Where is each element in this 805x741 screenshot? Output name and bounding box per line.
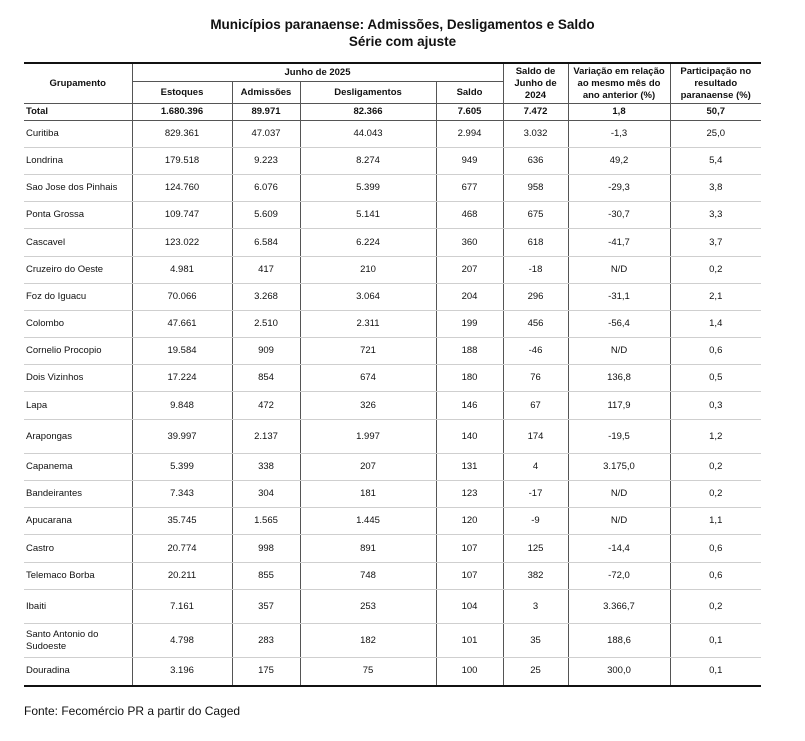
table-row: [24, 257, 761, 284]
row-variacao: 3.366,7: [568, 590, 670, 624]
row-saldo: 140: [436, 420, 503, 454]
row-variacao: N/D: [568, 257, 670, 284]
row-municipio: Cornelio Procopio: [24, 338, 132, 365]
total-admissoes: 89.971: [232, 104, 300, 121]
row-desligamentos: 207: [300, 454, 436, 481]
table-row: [24, 284, 761, 311]
row-estoques: 5.399: [132, 454, 232, 481]
row-participacao: 1,4: [670, 311, 761, 338]
row-estoques: 9.848: [132, 392, 232, 420]
row-admissoes: 998: [232, 535, 300, 563]
row-participacao: 3,8: [670, 175, 761, 202]
total-estoques: 1.680.396: [132, 104, 232, 121]
col-header-saldo-2024-line-2: Junho de: [514, 77, 557, 89]
source-note: Fonte: Fecomércio PR a partir do Caged: [24, 704, 241, 718]
total-participacao: 50,7: [670, 104, 761, 121]
table-row: [24, 392, 761, 420]
table-row: [24, 311, 761, 338]
row-participacao: 0,6: [670, 338, 761, 365]
col-header-admissoes: Admissões: [232, 82, 300, 104]
table-row: [24, 148, 761, 175]
row-saldo-2024: -46: [503, 338, 568, 365]
row-variacao: -14,4: [568, 535, 670, 563]
row-saldo: 2.994: [436, 121, 503, 148]
row-saldo-2024: 456: [503, 311, 568, 338]
row-saldo: 360: [436, 229, 503, 257]
col-header-saldo-2024-line-3: 2024: [524, 89, 547, 101]
row-admissoes: 2.137: [232, 420, 300, 454]
row-saldo: 204: [436, 284, 503, 311]
table-row: [24, 338, 761, 365]
row-variacao: -72,0: [568, 563, 670, 590]
table-row: [24, 535, 761, 563]
row-desligamentos: 253: [300, 590, 436, 624]
row-saldo-2024: 67: [503, 392, 568, 420]
row-desligamentos: 3.064: [300, 284, 436, 311]
row-admissoes: 3.268: [232, 284, 300, 311]
row-saldo: 107: [436, 563, 503, 590]
row-saldo-2024: 382: [503, 563, 568, 590]
row-desligamentos: 181: [300, 481, 436, 508]
row-admissoes: 6.076: [232, 175, 300, 202]
col-header-participacao-line-2: resultado: [694, 77, 738, 89]
row-municipio: Telemaco Borba: [24, 563, 132, 590]
row-estoques: 179.518: [132, 148, 232, 175]
row-admissoes: 338: [232, 454, 300, 481]
row-admissoes: 6.584: [232, 229, 300, 257]
row-saldo: 180: [436, 365, 503, 392]
row-admissoes: 175: [232, 658, 300, 686]
row-estoques: 4.798: [132, 624, 232, 658]
table-row: [24, 563, 761, 590]
row-admissoes: 855: [232, 563, 300, 590]
row-estoques: 123.022: [132, 229, 232, 257]
row-municipio: Castro: [24, 535, 132, 563]
row-admissoes: 909: [232, 338, 300, 365]
col-header-estoques: Estoques: [132, 82, 232, 104]
row-saldo: 120: [436, 508, 503, 535]
table-title: [0, 16, 805, 50]
row-estoques: 7.161: [132, 590, 232, 624]
row-admissoes: 283: [232, 624, 300, 658]
row-participacao: 0,3: [670, 392, 761, 420]
row-saldo-2024: 296: [503, 284, 568, 311]
row-admissoes: 9.223: [232, 148, 300, 175]
title-line-1: Municípios paranaense: Admissões, Desligamentos e Saldo: [210, 17, 595, 32]
col-header-participacao-line-3: paranaense (%): [680, 89, 751, 101]
row-variacao: -19,5: [568, 420, 670, 454]
row-municipio: Cascavel: [24, 229, 132, 257]
row-estoques: 829.361: [132, 121, 232, 148]
row-participacao: 1,1: [670, 508, 761, 535]
row-admissoes: 2.510: [232, 311, 300, 338]
table-row: [24, 590, 761, 624]
row-municipio: Arapongas: [24, 420, 132, 454]
row-participacao: 3,7: [670, 229, 761, 257]
row-estoques: 20.774: [132, 535, 232, 563]
table-row: [24, 229, 761, 257]
row-desligamentos: 748: [300, 563, 436, 590]
row-saldo: 207: [436, 257, 503, 284]
table-body: [24, 121, 761, 686]
table-row: [24, 365, 761, 392]
row-admissoes: 417: [232, 257, 300, 284]
row-saldo: 131: [436, 454, 503, 481]
row-variacao: 117,9: [568, 392, 670, 420]
row-municipio: Dois Vizinhos: [24, 365, 132, 392]
row-estoques: 124.760: [132, 175, 232, 202]
table-row: [24, 202, 761, 229]
row-variacao: -41,7: [568, 229, 670, 257]
row-saldo: 468: [436, 202, 503, 229]
row-desligamentos: 182: [300, 624, 436, 658]
row-variacao: -30,7: [568, 202, 670, 229]
row-participacao: 0,1: [670, 624, 761, 658]
row-saldo-2024: -9: [503, 508, 568, 535]
table-row-total: [24, 104, 761, 121]
col-group-header-period: Junho de 2025: [132, 63, 503, 82]
table-row: [24, 481, 761, 508]
row-desligamentos: 6.224: [300, 229, 436, 257]
row-estoques: 19.584: [132, 338, 232, 365]
row-admissoes: 357: [232, 590, 300, 624]
row-municipio: Cruzeiro do Oeste: [24, 257, 132, 284]
row-saldo-2024: -17: [503, 481, 568, 508]
row-participacao: 1,2: [670, 420, 761, 454]
row-saldo-2024: 3: [503, 590, 568, 624]
row-estoques: 109.747: [132, 202, 232, 229]
col-header-saldo: Saldo: [436, 82, 503, 104]
row-admissoes: 5.609: [232, 202, 300, 229]
row-estoques: 35.745: [132, 508, 232, 535]
row-admissoes: 854: [232, 365, 300, 392]
row-participacao: 0,2: [670, 454, 761, 481]
row-saldo: 677: [436, 175, 503, 202]
row-saldo: 104: [436, 590, 503, 624]
row-desligamentos: 2.311: [300, 311, 436, 338]
row-desligamentos: 1.445: [300, 508, 436, 535]
row-estoques: 7.343: [132, 481, 232, 508]
row-saldo: 123: [436, 481, 503, 508]
row-saldo: 188: [436, 338, 503, 365]
total-desligamentos: 82.366: [300, 104, 436, 121]
row-municipio: Londrina: [24, 148, 132, 175]
row-participacao: 0,6: [670, 563, 761, 590]
total-saldo: 7.605: [436, 104, 503, 121]
row-saldo: 949: [436, 148, 503, 175]
col-header-saldo-2024: [503, 63, 568, 104]
row-estoques: 20.211: [132, 563, 232, 590]
row-saldo-2024: 25: [503, 658, 568, 686]
row-saldo: 100: [436, 658, 503, 686]
row-saldo-2024: 636: [503, 148, 568, 175]
row-municipio: Ponta Grossa: [24, 202, 132, 229]
table-row: [24, 420, 761, 454]
row-saldo: 199: [436, 311, 503, 338]
row-estoques: 3.196: [132, 658, 232, 686]
table-row: [24, 624, 761, 658]
row-municipio: Santo Antonio do Sudoeste: [24, 624, 132, 658]
row-saldo-2024: 125: [503, 535, 568, 563]
row-admissoes: 304: [232, 481, 300, 508]
row-saldo-2024: 618: [503, 229, 568, 257]
table-row: [24, 508, 761, 535]
row-estoques: 17.224: [132, 365, 232, 392]
row-variacao: 3.175,0: [568, 454, 670, 481]
row-admissoes: 1.565: [232, 508, 300, 535]
col-header-saldo-2024-line-1: Saldo de: [515, 65, 556, 77]
data-table: [24, 62, 761, 687]
table-row: [24, 175, 761, 202]
row-saldo-2024: 76: [503, 365, 568, 392]
total-label: Total: [24, 104, 132, 121]
col-header-participacao-line-1: Participação no: [680, 65, 752, 77]
table-row: [24, 121, 761, 148]
row-municipio: Apucarana: [24, 508, 132, 535]
row-variacao: N/D: [568, 508, 670, 535]
row-municipio: Curitiba: [24, 121, 132, 148]
row-saldo-2024: 675: [503, 202, 568, 229]
col-header-variacao: [568, 63, 670, 104]
row-municipio: Sao Jose dos Pinhais: [24, 175, 132, 202]
row-desligamentos: 1.997: [300, 420, 436, 454]
row-municipio: Capanema: [24, 454, 132, 481]
total-saldo-2024: 7.472: [503, 104, 568, 121]
row-variacao: 188,6: [568, 624, 670, 658]
row-admissoes: 47.037: [232, 121, 300, 148]
row-participacao: 0,6: [670, 535, 761, 563]
row-variacao: -29,3: [568, 175, 670, 202]
row-desligamentos: 5.399: [300, 175, 436, 202]
col-header-variacao-line-3: ano anterior (%): [582, 89, 656, 101]
row-estoques: 70.066: [132, 284, 232, 311]
row-variacao: -31,1: [568, 284, 670, 311]
row-variacao: 136,8: [568, 365, 670, 392]
row-desligamentos: 891: [300, 535, 436, 563]
row-participacao: 0,2: [670, 590, 761, 624]
row-variacao: 300,0: [568, 658, 670, 686]
col-header-variacao-line-2: ao mesmo mês do: [577, 77, 661, 89]
row-saldo-2024: 35: [503, 624, 568, 658]
row-estoques: 4.981: [132, 257, 232, 284]
row-saldo: 101: [436, 624, 503, 658]
row-participacao: 0,2: [670, 257, 761, 284]
row-desligamentos: 210: [300, 257, 436, 284]
row-saldo-2024: 958: [503, 175, 568, 202]
row-desligamentos: 75: [300, 658, 436, 686]
row-variacao: 49,2: [568, 148, 670, 175]
row-participacao: 3,3: [670, 202, 761, 229]
row-variacao: -56,4: [568, 311, 670, 338]
row-variacao: -1,3: [568, 121, 670, 148]
row-variacao: N/D: [568, 338, 670, 365]
row-estoques: 47.661: [132, 311, 232, 338]
row-desligamentos: 674: [300, 365, 436, 392]
row-estoques: 39.997: [132, 420, 232, 454]
title-line-2: Série com ajuste: [348, 34, 457, 49]
row-participacao: 0,5: [670, 365, 761, 392]
col-header-variacao-line-1: Variação em relação: [573, 65, 665, 77]
row-desligamentos: 721: [300, 338, 436, 365]
row-municipio: Foz do Iguacu: [24, 284, 132, 311]
row-desligamentos: 5.141: [300, 202, 436, 229]
row-saldo: 146: [436, 392, 503, 420]
row-admissoes: 472: [232, 392, 300, 420]
row-saldo-2024: 3.032: [503, 121, 568, 148]
row-municipio: Bandeirantes: [24, 481, 132, 508]
row-desligamentos: 44.043: [300, 121, 436, 148]
col-header-grupamento: Grupamento: [24, 63, 132, 104]
row-saldo: 107: [436, 535, 503, 563]
row-participacao: 0,2: [670, 481, 761, 508]
col-header-participacao: [670, 63, 761, 104]
row-saldo-2024: -18: [503, 257, 568, 284]
row-saldo-2024: 4: [503, 454, 568, 481]
row-municipio: Colombo: [24, 311, 132, 338]
row-participacao: 0,1: [670, 658, 761, 686]
row-municipio: Ibaiti: [24, 590, 132, 624]
row-participacao: 2,1: [670, 284, 761, 311]
table-row: [24, 658, 761, 686]
row-municipio: Lapa: [24, 392, 132, 420]
table-row: [24, 454, 761, 481]
row-municipio: Douradina: [24, 658, 132, 686]
row-variacao: N/D: [568, 481, 670, 508]
row-saldo-2024: 174: [503, 420, 568, 454]
col-header-desligamentos: Desligamentos: [300, 82, 436, 104]
row-desligamentos: 326: [300, 392, 436, 420]
row-participacao: 25,0: [670, 121, 761, 148]
row-participacao: 5,4: [670, 148, 761, 175]
row-desligamentos: 8.274: [300, 148, 436, 175]
total-variacao: 1,8: [568, 104, 670, 121]
